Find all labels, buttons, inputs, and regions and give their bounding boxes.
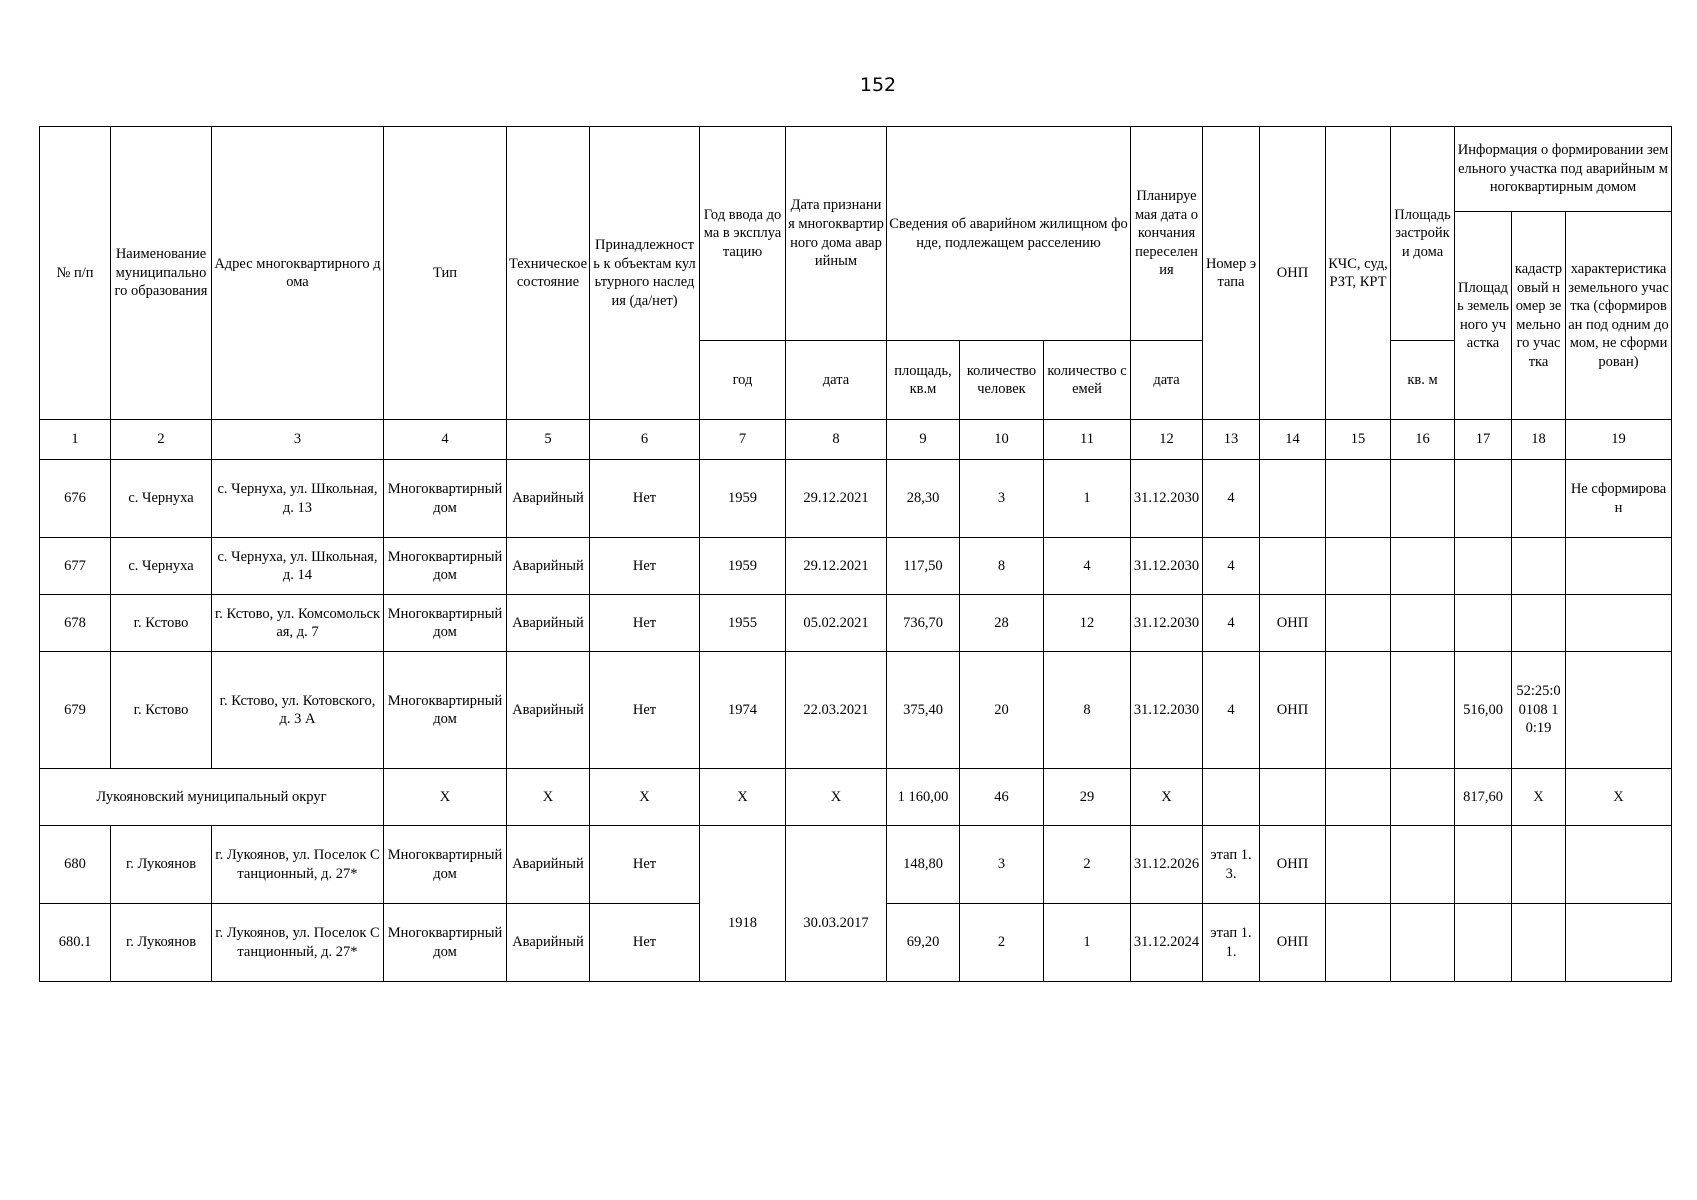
land-characteristic <box>1566 904 1672 982</box>
address: с. Чернуха, ул. Школьная, д. 13 <box>212 460 384 538</box>
subtotal-row <box>40 769 1672 826</box>
subheader-cell: год <box>700 341 786 420</box>
cadastral-number <box>1512 826 1566 904</box>
table-row <box>40 460 1672 538</box>
subheader-cell: площадь, кв.м <box>887 341 960 420</box>
address: г. Лукоянов, ул. Поселок Станционный, д. 27* <box>212 904 384 982</box>
land-characteristic <box>1566 595 1672 652</box>
column-number: 9 <box>887 420 960 460</box>
build-area <box>1391 904 1455 982</box>
page-number: 152 <box>859 74 897 96</box>
column-number: 16 <box>1391 420 1455 460</box>
column-number-row <box>40 420 1672 460</box>
kchs <box>1326 652 1391 769</box>
header-cell: ОНП <box>1260 127 1326 420</box>
column-number: 8 <box>786 420 887 460</box>
column-number: 19 <box>1566 420 1672 460</box>
area: 375,40 <box>887 652 960 769</box>
subtotal-plan: Х <box>1131 769 1203 826</box>
row-number: 679 <box>40 652 111 769</box>
subtotal-cell: Х <box>590 769 700 826</box>
people: 2 <box>960 904 1044 982</box>
stage: 4 <box>1203 538 1260 595</box>
families: 2 <box>1044 826 1131 904</box>
families: 1 <box>1044 460 1131 538</box>
subtotal-families: 29 <box>1044 769 1131 826</box>
stage: этап 1.3. <box>1203 826 1260 904</box>
tech-state: Аварийный <box>507 652 590 769</box>
onp: ОНП <box>1260 904 1326 982</box>
tech-state: Аварийный <box>507 538 590 595</box>
subtotal-cell: Х <box>507 769 590 826</box>
subheader-cell: кв. м <box>1391 341 1455 420</box>
header-cell: Площадь застройки дома <box>1391 127 1455 341</box>
subtotal-cell: Х <box>384 769 507 826</box>
column-number: 4 <box>384 420 507 460</box>
families: 8 <box>1044 652 1131 769</box>
header-cell: Год ввода дома в эксплуатацию <box>700 127 786 341</box>
heritage: Нет <box>590 460 700 538</box>
municipality: г. Лукоянов <box>111 826 212 904</box>
land-area <box>1455 595 1512 652</box>
subtotal-cell: Х <box>786 769 887 826</box>
people: 20 <box>960 652 1044 769</box>
column-number: 5 <box>507 420 590 460</box>
families: 12 <box>1044 595 1131 652</box>
header-cell: № п/п <box>40 127 111 420</box>
people: 28 <box>960 595 1044 652</box>
column-number: 6 <box>590 420 700 460</box>
recognition-date: 05.02.2021 <box>786 595 887 652</box>
column-number: 3 <box>212 420 384 460</box>
column-number: 15 <box>1326 420 1391 460</box>
house-type: Многоквартирный дом <box>384 595 507 652</box>
heritage: Нет <box>590 538 700 595</box>
onp: ОНП <box>1260 652 1326 769</box>
subtotal-cell <box>1326 769 1391 826</box>
subtotal-label: Лукояновский муниципальный округ <box>40 769 384 826</box>
subtotal-land-area: 817,60 <box>1455 769 1512 826</box>
table-row <box>40 595 1672 652</box>
header-cell: характеристика земельного участка (сформирован под одним домом, не сформирован) <box>1566 212 1672 420</box>
cadastral-number <box>1512 538 1566 595</box>
municipality: с. Чернуха <box>111 460 212 538</box>
people: 8 <box>960 538 1044 595</box>
families: 1 <box>1044 904 1131 982</box>
build-area <box>1391 652 1455 769</box>
planned-date: 31.12.2030 <box>1131 538 1203 595</box>
recognition-date: 29.12.2021 <box>786 460 887 538</box>
planned-date: 31.12.2024 <box>1131 904 1203 982</box>
land-characteristic <box>1566 652 1672 769</box>
land-area <box>1455 460 1512 538</box>
recognition-date: 22.03.2021 <box>786 652 887 769</box>
row-number: 678 <box>40 595 111 652</box>
subtotal-cadastral: Х <box>1512 769 1566 826</box>
subtotal-cell <box>1391 769 1455 826</box>
kchs <box>1326 595 1391 652</box>
column-number: 1 <box>40 420 111 460</box>
house-type: Многоквартирный дом <box>384 652 507 769</box>
area: 69,20 <box>887 904 960 982</box>
header-cell: кадастровый номер земельного участка <box>1512 212 1566 420</box>
area: 148,80 <box>887 826 960 904</box>
onp: ОНП <box>1260 595 1326 652</box>
heritage: Нет <box>590 652 700 769</box>
header-cell: Планируемая дата окончания переселения <box>1131 127 1203 341</box>
header-cell: Дата признания многоквартирного дома аварийным <box>786 127 887 341</box>
cadastral-number: 52:25:00108 10:19 <box>1512 652 1566 769</box>
kchs <box>1326 460 1391 538</box>
kchs <box>1326 826 1391 904</box>
onp <box>1260 538 1326 595</box>
row-number: 680.1 <box>40 904 111 982</box>
column-number: 17 <box>1455 420 1512 460</box>
header-cell: Наименование муниципального образования <box>111 127 212 420</box>
recognition-date: 30.03.2017 <box>786 826 887 982</box>
tech-state: Аварийный <box>507 460 590 538</box>
planned-date: 31.12.2026 <box>1131 826 1203 904</box>
house-type: Многоквартирный дом <box>384 904 507 982</box>
table-row <box>40 652 1672 769</box>
land-characteristic: Не сформирован <box>1566 460 1672 538</box>
stage: 4 <box>1203 595 1260 652</box>
heritage: Нет <box>590 904 700 982</box>
stage: 4 <box>1203 460 1260 538</box>
subheader-cell: количество человек <box>960 341 1044 420</box>
kchs <box>1326 904 1391 982</box>
area: 117,50 <box>887 538 960 595</box>
heritage: Нет <box>590 826 700 904</box>
tech-state: Аварийный <box>507 826 590 904</box>
kchs <box>1326 538 1391 595</box>
build-area <box>1391 595 1455 652</box>
header-cell: КЧС, суд, РЗТ, КРТ <box>1326 127 1391 420</box>
build-area <box>1391 460 1455 538</box>
column-number: 14 <box>1260 420 1326 460</box>
land-area: 516,00 <box>1455 652 1512 769</box>
header-cell: Техническое состояние <box>507 127 590 420</box>
subheader-cell: количество семей <box>1044 341 1131 420</box>
commission-year: 1959 <box>700 538 786 595</box>
cadastral-number <box>1512 460 1566 538</box>
build-area <box>1391 826 1455 904</box>
land-characteristic <box>1566 826 1672 904</box>
row-number: 676 <box>40 460 111 538</box>
stage: 4 <box>1203 652 1260 769</box>
column-number: 2 <box>111 420 212 460</box>
stage: этап 1.1. <box>1203 904 1260 982</box>
families: 4 <box>1044 538 1131 595</box>
land-area <box>1455 538 1512 595</box>
municipality: г. Кстово <box>111 652 212 769</box>
subtotal-cell <box>1203 769 1260 826</box>
build-area <box>1391 538 1455 595</box>
onp <box>1260 460 1326 538</box>
house-type: Многоквартирный дом <box>384 460 507 538</box>
land-area <box>1455 826 1512 904</box>
commission-year: 1918 <box>700 826 786 982</box>
heritage: Нет <box>590 595 700 652</box>
column-number: 7 <box>700 420 786 460</box>
subheader-cell: дата <box>1131 341 1203 420</box>
header-cell: Площадь земельного участка <box>1455 212 1512 420</box>
tech-state: Аварийный <box>507 595 590 652</box>
municipality: г. Кстово <box>111 595 212 652</box>
subtotal-cell <box>1260 769 1326 826</box>
emergency-housing-table <box>39 126 1672 982</box>
subtotal-area: 1 160,00 <box>887 769 960 826</box>
people: 3 <box>960 460 1044 538</box>
municipality: г. Лукоянов <box>111 904 212 982</box>
tech-state: Аварийный <box>507 904 590 982</box>
column-number: 11 <box>1044 420 1131 460</box>
header-row-1 <box>40 127 1672 212</box>
address: г. Кстово, ул. Котовского, д. 3 А <box>212 652 384 769</box>
municipality: с. Чернуха <box>111 538 212 595</box>
subtotal-land-char: Х <box>1566 769 1672 826</box>
onp: ОНП <box>1260 826 1326 904</box>
subtotal-cell: Х <box>700 769 786 826</box>
house-type: Многоквартирный дом <box>384 538 507 595</box>
area: 28,30 <box>887 460 960 538</box>
row-number: 677 <box>40 538 111 595</box>
commission-year: 1974 <box>700 652 786 769</box>
people: 3 <box>960 826 1044 904</box>
header-cell: Тип <box>384 127 507 420</box>
land-area <box>1455 904 1512 982</box>
address: г. Кстово, ул. Комсомольская, д. 7 <box>212 595 384 652</box>
recognition-date: 29.12.2021 <box>786 538 887 595</box>
column-number: 12 <box>1131 420 1203 460</box>
area: 736,70 <box>887 595 960 652</box>
header-cell: Адрес многоквартирного дома <box>212 127 384 420</box>
cadastral-number <box>1512 904 1566 982</box>
table-row <box>40 826 1672 904</box>
commission-year: 1959 <box>700 460 786 538</box>
header-cell: Принадлежность к объектам культурного наследия (да/нет) <box>590 127 700 420</box>
subheader-cell: дата <box>786 341 887 420</box>
header-cell: Номер этапа <box>1203 127 1260 420</box>
column-number: 18 <box>1512 420 1566 460</box>
table-row <box>40 538 1672 595</box>
land-characteristic <box>1566 538 1672 595</box>
address: с. Чернуха, ул. Школьная, д. 14 <box>212 538 384 595</box>
planned-date: 31.12.2030 <box>1131 460 1203 538</box>
house-type: Многоквартирный дом <box>384 826 507 904</box>
row-number: 680 <box>40 826 111 904</box>
column-number: 10 <box>960 420 1044 460</box>
header-cell: Сведения об аварийном жилищном фонде, подлежащем расселению <box>887 127 1131 341</box>
commission-year: 1955 <box>700 595 786 652</box>
column-number: 13 <box>1203 420 1260 460</box>
subtotal-people: 46 <box>960 769 1044 826</box>
address: г. Лукоянов, ул. Поселок Станционный, д. 27* <box>212 826 384 904</box>
planned-date: 31.12.2030 <box>1131 652 1203 769</box>
header-cell: Информация о формировании земельного участка под аварийным многоквартирным домом <box>1455 127 1672 212</box>
planned-date: 31.12.2030 <box>1131 595 1203 652</box>
cadastral-number <box>1512 595 1566 652</box>
